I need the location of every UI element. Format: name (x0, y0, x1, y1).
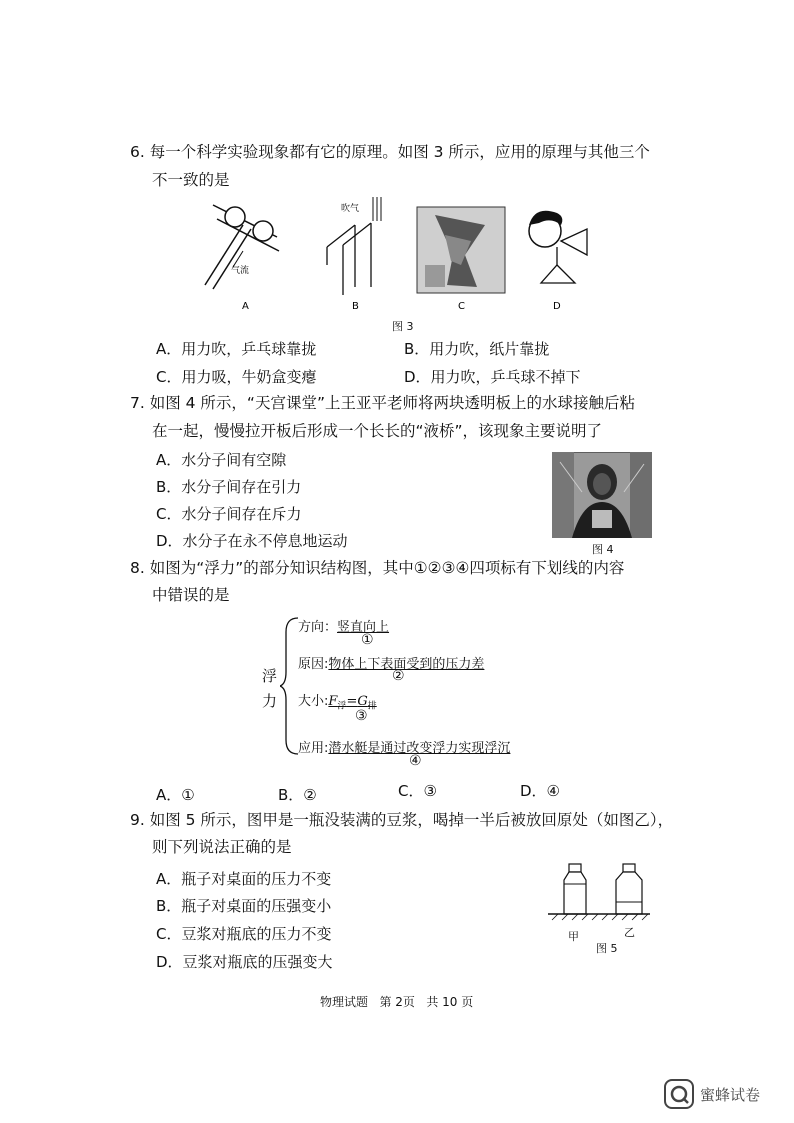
figure-3-caption: 图 3 (392, 320, 414, 333)
figure-3c-milk-carton-photo (417, 207, 505, 312)
watermark-logo-icon (664, 1079, 694, 1109)
q8-root-char1: 浮 (262, 667, 278, 685)
q8-stem-line1: 8. 如图为“浮力”的部分知识结构图，其中①②③④四项标有下划线的内容 (130, 559, 625, 577)
figure-5-label-jia: 甲 (568, 930, 579, 943)
figure-3d-label: D (553, 301, 561, 312)
q8-formula-g-sub: 排 (367, 701, 377, 712)
watermark (664, 1079, 760, 1109)
q8-root-char2: 力 (262, 692, 278, 710)
figure-3d-funnel-blowing (529, 211, 587, 312)
q9-option-d[interactable]: D．豆浆对瓶底的压强变大 (156, 953, 333, 971)
q8-mark-4: ④ (409, 753, 422, 769)
figure-3a-airflow-label: 气流 (231, 266, 250, 276)
figure-4-photo (552, 452, 652, 538)
figure-5-caption: 图 5 (596, 942, 618, 955)
q6-option-a[interactable]: A．用力吹，乒乓球靠拢 (156, 340, 317, 358)
q7-option-d[interactable]: D．水分子在永不停息地运动 (156, 532, 348, 550)
q8-mark-1: ① (361, 632, 374, 648)
q8-branch-direction (298, 616, 389, 635)
q8-option-d[interactable]: D．④ (520, 782, 560, 800)
q8-branch-magnitude-label: 大小: (298, 694, 329, 709)
figure-3c-label: C (458, 301, 465, 312)
q8-brace (280, 612, 300, 762)
figure-3b-label: B (352, 301, 359, 312)
q8-branch-application-text: 潜水艇是通过改变浮力实现浮沉 (328, 741, 511, 756)
figure-5-bottles (544, 858, 654, 930)
q8-option-a[interactable]: A．① (156, 786, 195, 804)
q8-branch-cause-text: 物体上下表面受到的压力差 (328, 657, 485, 672)
q7-option-c[interactable]: C．水分子间存在斥力 (156, 505, 302, 523)
q9-stem-line2: 则下列说法正确的是 (152, 838, 292, 856)
q6-stem-line1: 6. 每一个科学实验现象都有它的原理。如图 3 所示，应用的原理与其他三个 (130, 143, 650, 161)
q8-stem-line2: 中错误的是 (152, 586, 230, 604)
q8-branch-direction-text: 竖直向上 (337, 620, 390, 635)
q7-option-b[interactable]: B．水分子间存在引力 (156, 478, 302, 496)
figure-5-bottle-jia (564, 864, 586, 914)
q7-option-a[interactable]: A．水分子间有空隙 (156, 451, 287, 469)
q8-formula-g: G (357, 694, 368, 709)
q8-option-b[interactable]: B．② (278, 786, 317, 804)
figure-3 (195, 195, 595, 330)
q6-option-c[interactable]: C．用力吸，牛奶盒变瘪 (156, 368, 317, 386)
q9-option-c[interactable]: C．豆浆对瓶底的压力不变 (156, 925, 332, 943)
q6-option-b[interactable]: B．用力吹，纸片靠拢 (404, 340, 550, 358)
q6-option-d[interactable]: D．用力吹，乒乓球不掉下 (404, 368, 581, 386)
q8-branch-application-label: 应用: (298, 741, 329, 756)
q8-formula (328, 694, 377, 712)
q8-formula-f: F (328, 694, 338, 709)
figure-5-bottle-yi (616, 864, 642, 914)
q8-mark-3: ③ (355, 708, 368, 724)
q8-branch-cause-label: 原因: (298, 657, 329, 672)
page-footer: 物理试题 第 2页 共 10 页 (320, 995, 474, 1009)
figure-3a-ping-pong-balls (205, 205, 279, 312)
figure-5-label-yi: 乙 (624, 926, 635, 939)
q8-formula-f-sub: 浮 (337, 701, 347, 712)
q6-stem-line2: 不一致的是 (152, 171, 230, 189)
q9-option-b[interactable]: B．瓶子对桌面的压强变小 (156, 897, 332, 915)
figure-3a-label: A (242, 301, 249, 312)
figure-4-caption: 图 4 (592, 543, 614, 556)
figure-5-table (548, 914, 650, 920)
q8-branch-application (298, 737, 510, 756)
q8-mark-2: ② (392, 668, 405, 684)
q8-branch-direction-label: 方向： (298, 620, 338, 635)
watermark-text: 蜜蜂试卷 (700, 1085, 761, 1104)
q8-option-c[interactable]: C．③ (398, 782, 437, 800)
q8-formula-eq: = (346, 694, 358, 709)
q9-stem-line1: 9. 如图 5 所示，图甲是一瓶没装满的豆浆，喝掉一半后被放回原处（如图乙）， (130, 811, 674, 829)
q7-stem-line1: 7. 如图 4 所示，“天宫课堂”上王亚平老师将两块透明板上的水球接触后粘 (130, 394, 635, 412)
figure-3b-blow-label: 吹气 (341, 204, 360, 214)
figure-3b-paper-sheets (327, 197, 381, 312)
q9-option-a[interactable]: A．瓶子对桌面的压力不变 (156, 870, 332, 888)
q7-stem-line2: 在一起，慢慢拉开板后形成一个长长的“液桥”，该现象主要说明了 (152, 422, 603, 440)
